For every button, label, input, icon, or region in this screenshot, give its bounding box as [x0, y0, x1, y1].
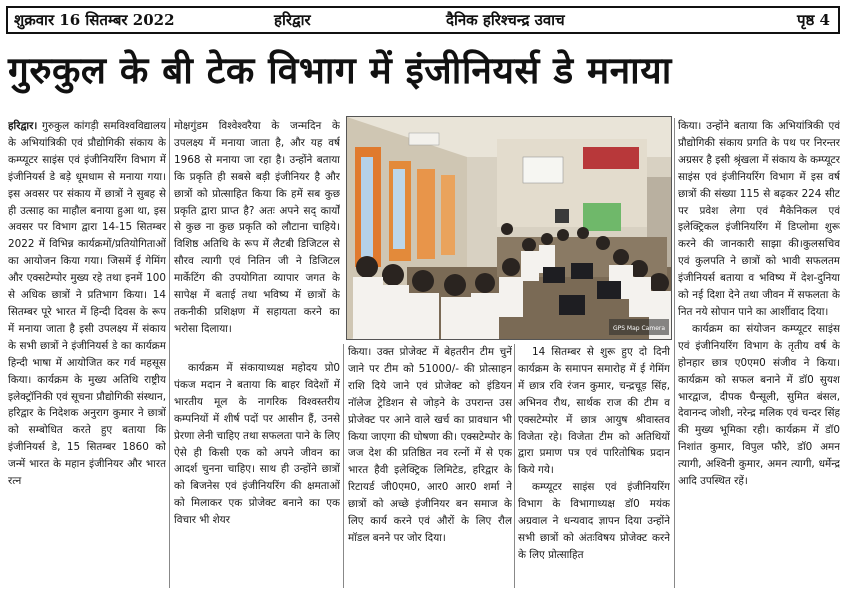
column-divider [674, 118, 675, 588]
article-column-5 [678, 118, 840, 588]
article-column-2 [174, 118, 340, 356]
paragraph: 14 सितम्बर से शुरू हुए दो दिनी कार्यक्रम के समापन समारोह में ई गेमिंग में छात्र रवि रंजन कुमार, चन्द्रचूड़ सिंह, अभिनव रौथ, सार्थक राज की टीम व एक्सटेम्पोर में छात्र आयुष श्रीवास्तव विजेता रहे। विजेता टीम को अतिथियों द्वारा प्रमाण पत्र एवं पारितोषिक प्रदान किये गये। [518, 346, 670, 477]
article-column-4 [518, 344, 670, 588]
column-divider [343, 344, 344, 588]
article-column-3 [348, 344, 512, 588]
article-column-1 [8, 118, 166, 588]
article-headline: गुरुकुल के बी टेक विभाग में इंजीनियर्स डे मनाया [8, 49, 672, 92]
column-divider [169, 118, 170, 588]
paragraph: किया। उन्होंने बताया कि अभियांत्रिकी एवं प्रौद्योगिकी संकाय प्रगति के पथ पर निरन्तर अग्रसर है इसी श्रृंखला में संकाय के कम्प्यूटर साइंस एवं इंजीनियरिंग विभाग में इस वर्ष छात्रों की संख्या 115 से बढ़कर 224 सीट पर प्रवेश लेगा एवं मैकेनिकल एवं इलेक्ट्रिकल इंजीनियरिंग में डिप्लोमा शुरू करने की जानकारी साझा की।कुलसचिव एवं कुलपति ने छात्रों को भावी सफलतम इंजीनियर्स बताया व भविष्य में देश-दुनिया को नई दिशा देने तथा जीवन में सफलता के नित नये सोपान पाने का आर्शीवाद दिया। [678, 120, 840, 318]
article-column-2-lower [174, 360, 340, 588]
photo-watermark: GPS Map Camera [612, 325, 666, 332]
column-divider [514, 344, 515, 588]
newspaper-name: दैनिक हरिश्चन्द्र उवाच [446, 11, 565, 29]
paragraph: कार्यक्रम का संयोजन कम्प्यूटर साइंस एवं इंजीनियरिंग विभाग के तृतीय वर्ष के होनहार छात्र ए0एम0 संजीव ने किया। कार्यक्रम को सफल बनाने में डॉ0 सुयश भारद्वाज, दीपक घैन्सूली, सुमित बंसल, देवानन्द जोशी, नरेन्द्र मलिक एवं चन्दर सिंह की मुख्य भूमिका रही। कार्यक्रम में डॉ0 निशांत कुमार, विपुल फौरे, डॉ0 अमन त्यागी, अश्विनी कुमार, अमन त्यागी, धर्मेन्द्र आदि उपस्थित रहें। [678, 322, 840, 488]
paragraph: गुरुकुल कांगड़ी समविश्वविद्यालय के अभियांत्रिकी एवं प्रौद्योगिकी संकाय के कम्प्यूटर साइंस एवं इंजीनियरिंग विभाग में इंजीनियर्स डे बड़े धूमधाम से मनाया गया। इस अवसर पर संकाय में छात्रों ने सुबह से ही उत्साह का माहौल बनाया हुआ था, इस अवसर पर विभाग द्वारा 14-15 सितम्बर 2022 में विभिन्न कार्यक्रमों/प्रतियोगिताओं का आयोजन किया गया। जिसमें ई गेमिंग और एक्सटेम्पोर मुख्य रहे तथा इनमें 100 से अधिक छात्रों ने प्रतिभाग किया। 14 सितम्बर पूरे भारत में हिन्दी दिवस के रूप में मनाया जाता है इसी उपलक्ष्य में संकाय के सभी छात्रों ने इंजीनियर्स डे का कार्यक्रम हिन्दी भाषा में आयोजित कर गर्व महसूस किया। कार्यक्रम के मुख्य अतिथि राष्ट्रीय इलेक्ट्रॉनिकी एवं सूचना प्रौद्योगिकी संस्थान, हरिद्वार के निदेशक अनुराग कुमार ने छात्रों को सम्बोधित करते हुए बताया कि इंजीनियर्स डे, 15 सितम्बर 1860 को जन्में भारत के महान इंजीनियर और भारत रत्न [8, 120, 166, 488]
issue-date: शुक्रवार 16 सितम्बर 2022 [14, 11, 175, 29]
classroom-photo-illustration [347, 117, 672, 340]
page-number: पृष्ठ 4 [796, 11, 830, 29]
edition-city: हरिद्वार [274, 11, 311, 29]
paragraph: कम्प्यूटर साइंस एवं इंजीनियरिंग विभाग के विभागाध्यक्ष डॉ0 मयंक अग्रवाल ने धन्यवाद ज्ञापन दिया उन्होंने सभी छात्रों को अंतःविषय प्रोजेक्ट करने के लिए प्रोत्साहित [518, 481, 670, 561]
event-photo [346, 116, 672, 340]
paragraph: कार्यक्रम में संकायाध्यक्ष महोदय प्रो0 पंकज मदान ने बताया कि बाहर विदेशों में भारतीय मूल के नागरिक विश्वस्तरीय कम्पनियों में शीर्ष पदों पर आसीन हैं, उनसे प्रेरणा लेनी चाहिए तथा सफलता पाने के लिए ऐसे ही किसी एक को अपने जीवन का आदर्श चुनना चाहिए। साथ ही उन्होंने छात्रों को बिजनेस एवं इंजीनियरिंग की क्षमताओं को मिलाकर एक प्रोजेक्ट बनाने का एक विचार भी शेयर [174, 362, 340, 527]
masthead [6, 6, 840, 34]
paragraph: मोक्षगुंडम विश्वेश्वरैया के जन्मदिन के उपलक्ष्य में मनाया जाता है, और यह वर्ष 1968 से मनाया जा रहा है। उन्होंने बताया कि प्रकृति ही सबसे बड़ी इंजीनियर है और छात्रों को प्रोत्साहित किया कि हमें सब कुछ प्रकृति द्वारा प्राप्त है? अतः अपने सद् कार्यों से कुछ ना कुछ प्रकृति को लौटाना चाहिये। विशिष्ठ अतिथि के रूप में लैटबी डिजिटल से सौरव त्यागी एवं नितिन जी ने डिजिटल मार्केटिंग की उपयोगिता व्यापार जगत के सापेक्ष में बताई तथा भविष्य में छात्रों के तकनीकी प्रशिक्षण में सहायता करने का भरोसा दिलाया। [174, 120, 340, 335]
dateline-city: हरिद्वार। [8, 120, 38, 132]
paragraph: किया। उक्त प्रोजेक्ट में बेहतरीन टीम चुनें जाने पर टीम को 51000/- की प्रोत्साहन राशि दिये जाने एवं प्रोजेक्ट को इंडियन नॉलेज ट्रेडिशन से जोड़ने के उपरान्त उस प्रोजेक्ट पर आने वाले खर्च का प्रावधान भी किया जाएगा की घोषणा की। एक्सटेम्पोर के जज देश की प्रतिष्ठित नव रत्नों में से एक भारत हैवी इलेक्ट्रिक लिमिटेड, हरिद्वार के रिटायर्ड जी0एम0, आर0 आर0 शर्मा ने छात्रों को अच्छे इंजीनियर बन समाज के लिए कार्य करने एवं औरों के लिए रौल मॉडल बनने पर जोर दिया। [348, 346, 512, 544]
